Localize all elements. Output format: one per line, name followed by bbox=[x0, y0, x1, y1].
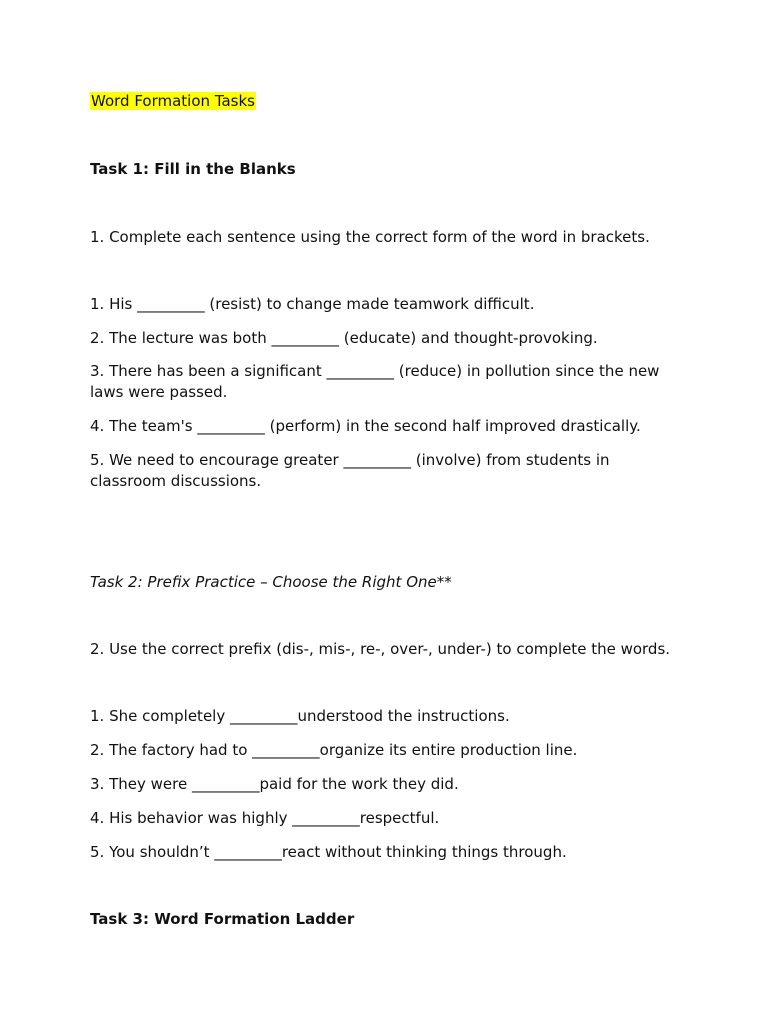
task1-item-2: 2. The lecture was both _________ (educate) and thought-provoking. bbox=[90, 329, 598, 347]
task1-item-3: 3. There has been a significant _________ (reduce) in pollution since the new laws were passed. bbox=[90, 362, 660, 401]
task1-item-4: 4. The team's _________ (perform) in the second half improved drastically. bbox=[90, 417, 641, 435]
document-title: Word Formation Tasks bbox=[91, 92, 255, 110]
task2-item-5: 5. You shouldn’t _________react without thinking things through. bbox=[90, 843, 567, 861]
task1-item-1: 1. His _________ (resist) to change made teamwork difficult. bbox=[90, 295, 535, 313]
task2-item-1: 1. She completely _________understood the instructions. bbox=[90, 707, 510, 725]
task2-heading: Task 2: Prefix Practice – Choose the Right One** bbox=[90, 573, 452, 591]
document-title-line bbox=[90, 91, 690, 112]
task1-instruction: 1. Complete each sentence using the correct form of the word in brackets. bbox=[90, 228, 650, 246]
task2-item-2: 2. The factory had to _________organize its entire production line. bbox=[90, 741, 578, 759]
task2-instruction: 2. Use the correct prefix (dis-, mis-, re-, over-, under-) to complete the words. bbox=[90, 640, 671, 658]
task1-item-5: 5. We need to encourage greater _________ (involve) from students in classroom discussions. bbox=[90, 451, 610, 490]
task3-heading: Task 3: Word Formation Ladder bbox=[90, 910, 355, 928]
task1-heading: Task 1: Fill in the Blanks bbox=[90, 160, 296, 178]
task2-item-3: 3. They were _________paid for the work they did. bbox=[90, 775, 459, 793]
task2-item-4: 4. His behavior was highly _________respectful. bbox=[90, 809, 440, 827]
